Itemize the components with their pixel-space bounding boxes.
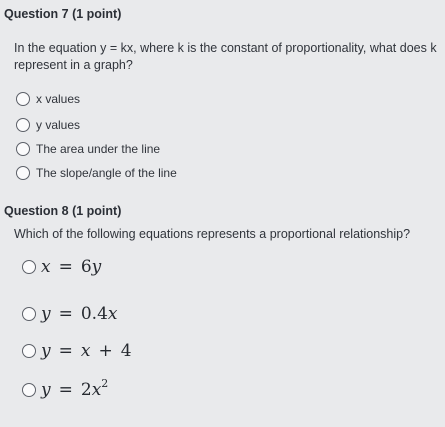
radio-button[interactable] — [16, 118, 30, 132]
q7-option-slope-of-line[interactable] — [16, 166, 177, 180]
equation-variable: x — [80, 341, 91, 361]
option-label: y values — [36, 118, 81, 132]
equation — [41, 341, 132, 361]
q7-option-x-values[interactable] — [16, 92, 80, 106]
radio-button[interactable] — [16, 142, 30, 156]
equation-equals: = — [58, 380, 73, 400]
radio-button[interactable] — [22, 383, 36, 397]
equation-variable: x — [91, 380, 102, 400]
q8-option-y-equals-2x-squared[interactable] — [22, 377, 109, 400]
q8-option-y-equals-x-plus-4[interactable] — [22, 341, 132, 361]
radio-button[interactable] — [16, 166, 30, 180]
question-7-prompt-line2: represent in a graph? — [14, 58, 133, 72]
equation — [41, 377, 109, 400]
equation — [41, 257, 101, 277]
equation-coefficient: 6 — [80, 257, 92, 277]
equation-exponent: 2 — [101, 377, 109, 390]
radio-button[interactable] — [22, 307, 36, 321]
q7-option-y-values[interactable] — [16, 118, 80, 132]
equation-equals: = — [58, 257, 73, 277]
equation-constant: 4 — [120, 341, 132, 361]
option-label: The area under the line — [36, 142, 161, 156]
question-7-title: Question 7 (1 point) — [4, 7, 122, 21]
equation-equals: = — [58, 304, 73, 324]
radio-button[interactable] — [22, 344, 36, 358]
equation-coefficient: 0.4 — [80, 304, 108, 324]
option-label: x values — [36, 92, 81, 106]
radio-button[interactable] — [16, 92, 30, 106]
q7-option-area-under-line[interactable] — [16, 142, 160, 156]
equation — [41, 304, 118, 324]
equation-lhs: x — [41, 257, 51, 277]
question-7-prompt — [14, 40, 437, 74]
q8-option-y-equals-0-4x[interactable] — [22, 304, 118, 324]
question-7-prompt-line1: In the equation y = kx, where k is the constant of proportionality, what does k — [14, 41, 437, 55]
question-8-prompt: Which of the following equations represents a proportional relationship? — [14, 227, 411, 241]
question-8-title: Question 8 (1 point) — [4, 204, 122, 218]
q8-option-x-equals-6y[interactable] — [22, 257, 101, 277]
option-label: The slope/angle of the line — [36, 166, 177, 180]
equation-variable: y — [91, 257, 102, 277]
equation-lhs: y — [41, 341, 51, 361]
equation-coefficient: 2 — [80, 380, 92, 400]
equation-plus: + — [98, 341, 113, 361]
equation-lhs: y — [41, 380, 51, 400]
equation-lhs: y — [41, 304, 51, 324]
equation-variable: x — [107, 304, 118, 324]
radio-button[interactable] — [22, 260, 36, 274]
equation-equals: = — [58, 341, 73, 361]
